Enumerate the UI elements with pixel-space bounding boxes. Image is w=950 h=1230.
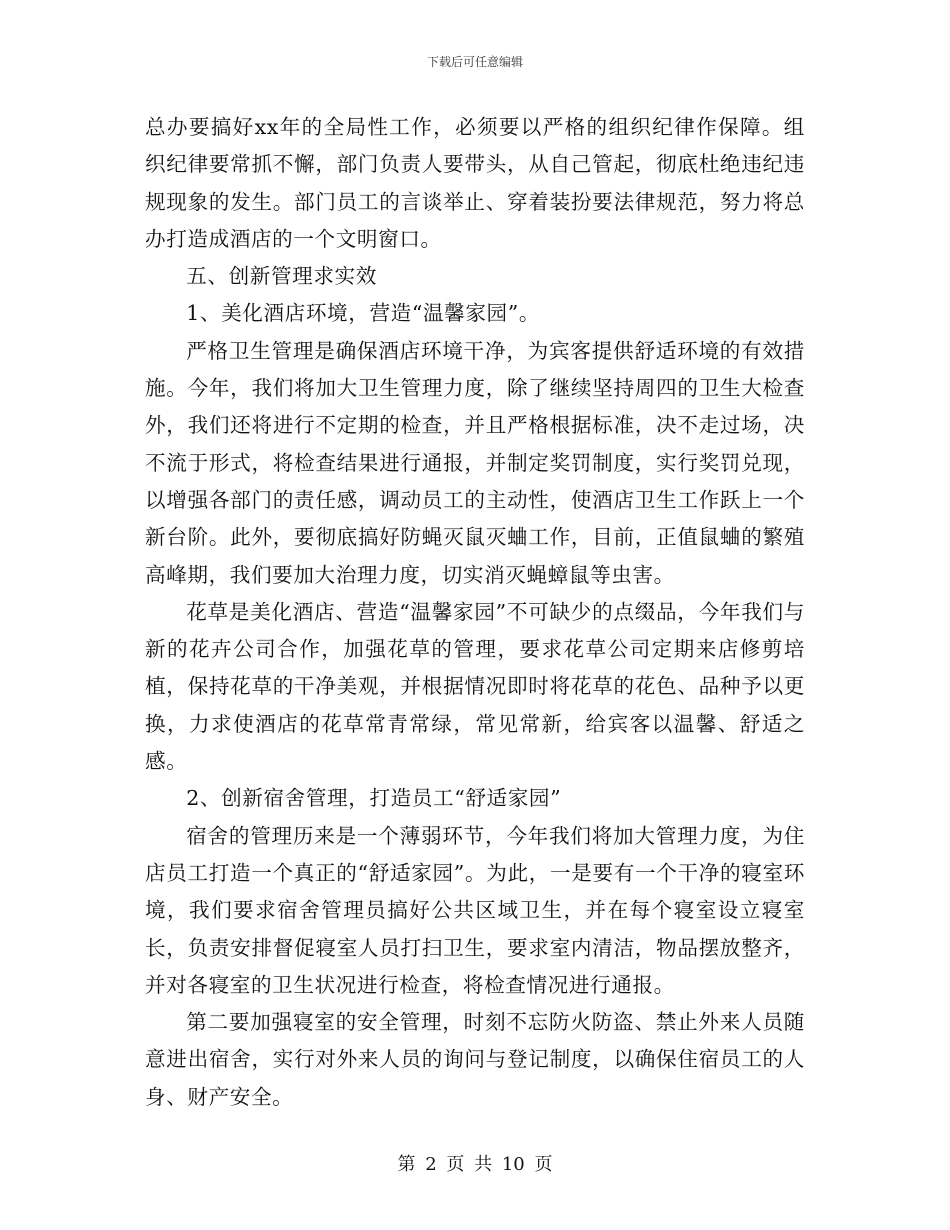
paragraph-flowers: 花草是美化酒店、营造“温馨家园”不可缺少的点缀品，今年我们与新的花卉公司合作，加强花草的管理，要求花草公司定期来店修剪培植，保持花草的干净美观，并根据情况即时将花草的花色、品种予以更换，力求使酒店的花草常青常绿，常见常新，给宾客以温馨、舒适之感。 — [145, 599, 805, 774]
paragraph-hygiene: 严格卫生管理是确保酒店环境干净，为宾客提供舒适环境的有效措施。今年，我们将加大卫生管理力度，除了继续坚持周四的卫生大检查外，我们还将进行不定期的检查，并且严格根据标准，决不走过场，决不流于形式，将检查结果进行通报，并制定奖罚制度，实行奖罚兑现，以增强各部门的责任感，调动员工的主动性，使酒店卫生工作跃上一个新台阶。此外，要彻底搞好防蝇灭鼠灭蛐工作，目前，正值鼠蛐的繁殖高峰期，我们要加大治理力度，切实消灭蝇蟑鼠等虫害。 — [145, 338, 805, 587]
paragraph-dormitory-management: 宿舍的管理历来是一个薄弱环节，今年我们将加大管理力度，为住店员工打造一个真正的“舒适家园”。为此，一是要有一个干净的寝室环境，我们要求宿舍管理员搞好公共区域卫生，并在每个寝室设立寝室长，负责安排督促寝室人员打扫卫生，要求室内清洁，物品摆放整齐，并对各寝室的卫生状况进行检查，将检查情况进行通报。 — [145, 823, 805, 997]
document-body — [145, 109, 805, 1116]
page-header: 下载后可任意编辑 — [426, 55, 523, 69]
subheading-dormitory: 2、创新宿舍管理，打造员工“舒适家园” — [186, 786, 562, 811]
section-heading-innovation: 五、创新管理求实效 — [186, 264, 377, 289]
page-number: 第 2 页 共 10 页 — [397, 1154, 553, 1175]
paragraph-dormitory-safety: 第二要加强寝室的安全管理，时刻不忘防火防盗、禁止外来人员随意进出宿舍，实行对外来人员的询问与登记制度，以确保住宿员工的人身、财产安全。 — [145, 1010, 805, 1109]
paragraph-discipline: 总办要搞好xx年的全局性工作，必须要以严格的组织纪律作保障。组织纪律要常抓不懈，部门负责人要带头，从自己管起，彻底杜绝违纪违规现象的发生。部门员工的言谈举止、穿着装扮要法律规范，努力将总办打造成酒店的一个文明窗口。 — [145, 115, 805, 251]
subheading-hotel-environment: 1、美化酒店环境，营造“温馨家园”。 — [186, 301, 541, 326]
